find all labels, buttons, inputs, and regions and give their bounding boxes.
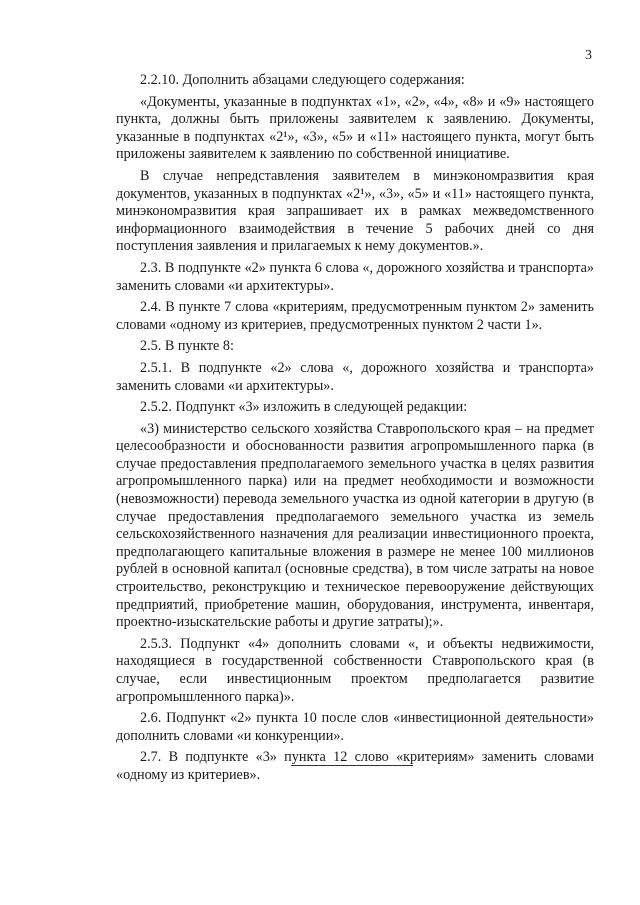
paragraph-2-2-10: 2.2.10. Дополнить абзацами следующего содержания: — [140, 72, 465, 88]
paragraph-subitem-3: «3) министерство сельского хозяйства Ставропольского края – на предмет целесообразности и обоснованности развития агропромышленного парка (в случае предоставления предполагаемого земельного участка в целях развития агропромышленного парка) или на предмет необходимости и возможности (невозможности) перевода земельного участка из одной категории в другую (в случае предоставления предполагаемого земельного участка из земель сельскохозяйственного назначения для реализации инвестиционного проекта, предполагающего капитальные вложения в размере не менее 100 миллионов рублей в основной капитал (основные средства), в том числе затраты на новое строительство, реконструкцию и техническое перевооружение действующих предприятий, приобретение машин, оборудования, инструмента, инвентаря, проектно-изыскательские работы и другие затраты);». — [116, 420, 594, 631]
end-rule — [291, 765, 413, 766]
paragraph-2-3: 2.3. В подпункте «2» пункта 6 слова «, дорожного хозяйства и транспорта» заменить словами «и архитектуры». — [116, 259, 594, 294]
paragraph-2-6: 2.6. Подпункт «2» пункта 10 после слов «инвестиционной деятельности» дополнить словами «и конкуренции». — [116, 710, 594, 744]
paragraph-2-5-2: 2.5.2. Подпункт «3» изложить в следующей редакции: — [140, 399, 468, 416]
paragraph-2-5-1: 2.5.1. В подпункте «2» слова «, дорожного хозяйства и транспорта» заменить словами «и архитектуры». — [116, 359, 594, 394]
document-body — [116, 72, 594, 789]
paragraph-2-5-3: 2.5.3. Подпункт «4» дополнить словами «, и объекты недвижимости, находящиеся в государственной собственности Ставропольского края (в случае, если инвестиционным проектом предполагается развитие агропромышленного парка)». — [116, 635, 594, 705]
page-number: 3 — [585, 48, 592, 63]
paragraph-documents-list: «Документы, указанные в подпунктах «1», «2», «4», «8» и «9» настоящего пункта, должны быть приложены заявителем к заявлению. Документы, указанные в подпунктах «2¹», «3», «5» и «11» настоящего пункта, могут быть приложены заявителем к заявлению по собственной инициативе. — [116, 93, 594, 163]
paragraph-2-7: 2.7. В подпункте «3» пункта 12 слово «критериям» заменить словами «одному из критериев». — [116, 749, 594, 783]
paragraph-nonsubmission: В случае непредставления заявителем в минэкономразвития края документов, указанных в подпунктах «2¹», «3», «5» и «11» настоящего пункта, минэкономразвития края запрашивает их в рамках межведомственного информационного взаимодействия в течение 5 рабочих дней со дня поступления заявления и прилагаемых к нему документов.». — [116, 167, 594, 255]
paragraph-2-5: 2.5. В пункте 8: — [140, 338, 234, 355]
paragraph-2-4: 2.4. В пункте 7 слова «критериям, предусмотренным пунктом 2» заменить словами «одному из критериев, предусмотренных пунктом 2 части 1». — [116, 299, 594, 333]
